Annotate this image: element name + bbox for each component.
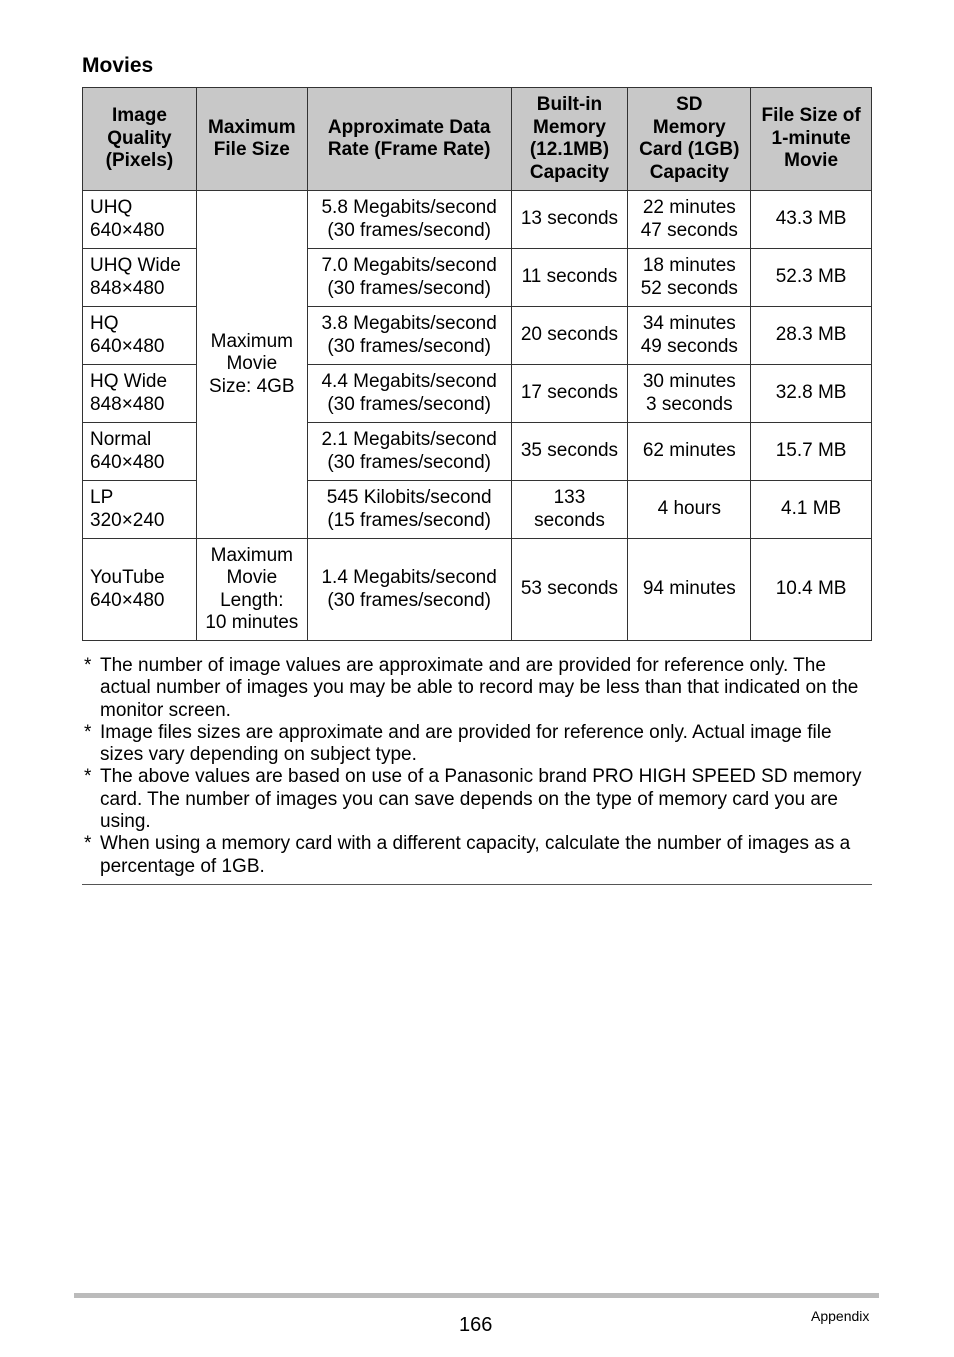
- cell-builtin-capacity: 133 seconds: [511, 481, 628, 539]
- cell-max-file-size: Maximum Movie Length: 10 minutes: [196, 539, 307, 641]
- movie-capacity-table: [82, 87, 872, 641]
- cell-data-rate: 4.4 Megabits/second (30 frames/second): [307, 365, 511, 423]
- cell-data-rate: 2.1 Megabits/second (30 frames/second): [307, 423, 511, 481]
- cell-data-rate: 7.0 Megabits/second (30 frames/second): [307, 249, 511, 307]
- footnote: * The above values are based on use of a Panasonic brand PRO HIGH SPEED SD memory card. The number of images you can save depends on the type of memory card you are using.: [84, 766, 862, 833]
- cell-sd-capacity: 62 minutes: [628, 423, 751, 481]
- cell-file-size: 4.1 MB: [751, 481, 872, 539]
- cell-sd-capacity: 4 hours: [628, 481, 751, 539]
- cell-file-size: 43.3 MB: [751, 191, 872, 249]
- footnote: * The number of image values are approximate and are provided for reference only. The actual number of images you may be able to record may be less than that indicated on the monitor screen.: [84, 655, 859, 721]
- cell-builtin-capacity: 53 seconds: [511, 539, 628, 641]
- cell-data-rate: 5.8 Megabits/second (30 frames/second): [307, 191, 511, 249]
- footer-divider: [74, 1293, 879, 1298]
- footnotes: [82, 655, 872, 885]
- cell-data-rate: 1.4 Megabits/second (30 frames/second): [307, 539, 511, 641]
- cell-file-size: 52.3 MB: [751, 249, 872, 307]
- cell-file-size: 15.7 MB: [751, 423, 872, 481]
- cell-quality: UHQ 640×480: [83, 191, 197, 249]
- cell-quality: UHQ Wide 848×480: [83, 249, 197, 307]
- table-row: [83, 539, 872, 641]
- header-builtin-capacity: Built-in Memory (12.1MB) Capacity: [511, 88, 628, 191]
- cell-file-size: 32.8 MB: [751, 365, 872, 423]
- cell-file-size: 10.4 MB: [751, 539, 872, 641]
- cell-sd-capacity: 22 minutes 47 seconds: [628, 191, 751, 249]
- cell-builtin-capacity: 20 seconds: [511, 307, 628, 365]
- cell-quality: LP 320×240: [83, 481, 197, 539]
- cell-builtin-capacity: 35 seconds: [511, 423, 628, 481]
- header-max-file-size: Maximum File Size: [196, 88, 307, 191]
- footnote: * When using a memory card with a different capacity, calculate the number of images as a percentage of 1GB.: [84, 833, 851, 877]
- cell-builtin-capacity: 13 seconds: [511, 191, 628, 249]
- table-row: [83, 191, 872, 249]
- cell-builtin-capacity: 17 seconds: [511, 365, 628, 423]
- header-file-size-1min: File Size of 1-minute Movie: [751, 88, 872, 191]
- header-image-quality: Image Quality (Pixels): [83, 88, 197, 191]
- cell-data-rate: 3.8 Megabits/second (30 frames/second): [307, 307, 511, 365]
- cell-quality: YouTube 640×480: [83, 539, 197, 641]
- cell-quality: HQ Wide 848×480: [83, 365, 197, 423]
- cell-sd-capacity: 34 minutes 49 seconds: [628, 307, 751, 365]
- section-heading: Movies: [82, 54, 154, 77]
- cell-data-rate: 545 Kilobits/second (15 frames/second): [307, 481, 511, 539]
- cell-max-file-size: Maximum Movie Size: 4GB: [196, 191, 307, 539]
- cell-quality: Normal 640×480: [83, 423, 197, 481]
- table-header-row: [83, 88, 872, 191]
- section-label: Appendix: [811, 1308, 870, 1324]
- cell-sd-capacity: 18 minutes 52 seconds: [628, 249, 751, 307]
- footnote: * Image files sizes are approximate and are provided for reference only. Actual image file sizes vary depending on subject type.: [84, 721, 832, 766]
- header-sd-capacity: SD Memory Card (1GB) Capacity: [628, 88, 751, 191]
- header-data-rate: Approximate Data Rate (Frame Rate): [307, 88, 511, 191]
- cell-builtin-capacity: 11 seconds: [511, 249, 628, 307]
- cell-sd-capacity: 94 minutes: [628, 539, 751, 641]
- page-number: 166: [459, 1314, 493, 1336]
- cell-quality: HQ 640×480: [83, 307, 197, 365]
- cell-file-size: 28.3 MB: [751, 307, 872, 365]
- cell-sd-capacity: 30 minutes 3 seconds: [628, 365, 751, 423]
